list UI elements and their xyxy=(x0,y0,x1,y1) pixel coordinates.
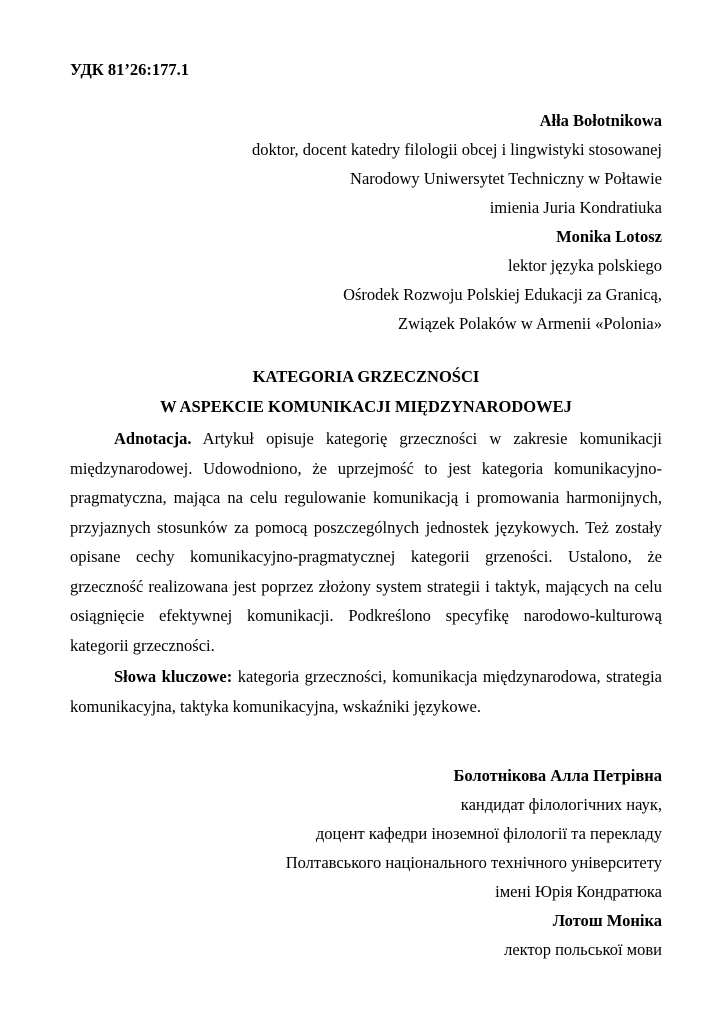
author-title-line: lektor języka polskiego xyxy=(508,256,662,275)
author-affiliation-line: Ośrodek Rozwoju Polskiej Edukacji za Granicą, xyxy=(343,285,662,304)
abstract-paragraph xyxy=(70,424,662,660)
author-title-line: doktor, docent katedry filologii obcej i lingwistyki stosowanej xyxy=(252,140,662,159)
author-affiliation-line: imienia Juria Kondratiuka xyxy=(489,198,662,217)
keywords-paragraph xyxy=(70,662,662,721)
author-affiliation-line: доцент кафедри іноземної філології та перекладу xyxy=(315,824,662,843)
keywords-label: Słowa kluczowe: xyxy=(114,667,233,686)
abstract-label: Adnotacja. xyxy=(114,429,192,448)
author-title-line: лектор польської мови xyxy=(504,940,662,959)
author-affiliation-line: Związek Polaków w Armenii «Polonia» xyxy=(398,314,662,333)
author-block-polish xyxy=(70,106,662,338)
author-degree-line: кандидат філологічних наук, xyxy=(460,795,662,814)
author-affiliation-line: Полтавського національного технічного університету xyxy=(285,853,662,872)
author-block-ukrainian xyxy=(70,761,662,964)
article-title-line-2: W ASPEKCIE KOMUNIKACJI MIĘDZYNARODOWEJ xyxy=(160,397,572,416)
author-affiliation-line: імені Юрія Кондратюка xyxy=(495,882,662,901)
author-name-ua-2: Лотош Моніка xyxy=(552,911,662,930)
abstract-text: Artykuł opisuje kategorię grzeczności w zakresie komunikacji międzynarodowej. Udowodniono, że uprzejmość to jest kategoria komunikacyjno-pragmatyczna, mająca na celu regulowanie komunikacją i promowania harmonijnych, przyjaznych stosunków za pomocą poszczególnych jednostek językowych. Też zostały opisane cechy komunikacyjno-pragmatycznej kategorii grzeności. Ustalono, że grzeczność realizowana jest poprzez złożony system strategii i taktyk, mających na celu osiągnięcie efektywnej komunikacji. Podkreślono specyfikę narodowo-kulturową kategorii grzeczności. xyxy=(70,429,663,655)
article-title-line-1: KATEGORIA GRZECZNOŚCI xyxy=(252,367,480,386)
author-affiliation-line: Narodowy Uniwersytet Techniczny w Połtawie xyxy=(350,169,662,188)
author-name-ua-1: Болотнікова Алла Петрівна xyxy=(453,766,662,785)
article-title xyxy=(70,362,662,422)
author-name-2: Monika Lotosz xyxy=(556,227,662,246)
author-name-1: Ałła Bołotnikowa xyxy=(539,111,662,130)
udk-code: УДК 81’26:177.1 xyxy=(70,60,189,79)
keywords-text: kategoria grzeczności, komunikacja międzynarodowa, strategia komunikacyjna, taktyka komunikacyjna, wskaźniki językowe. xyxy=(70,667,662,716)
